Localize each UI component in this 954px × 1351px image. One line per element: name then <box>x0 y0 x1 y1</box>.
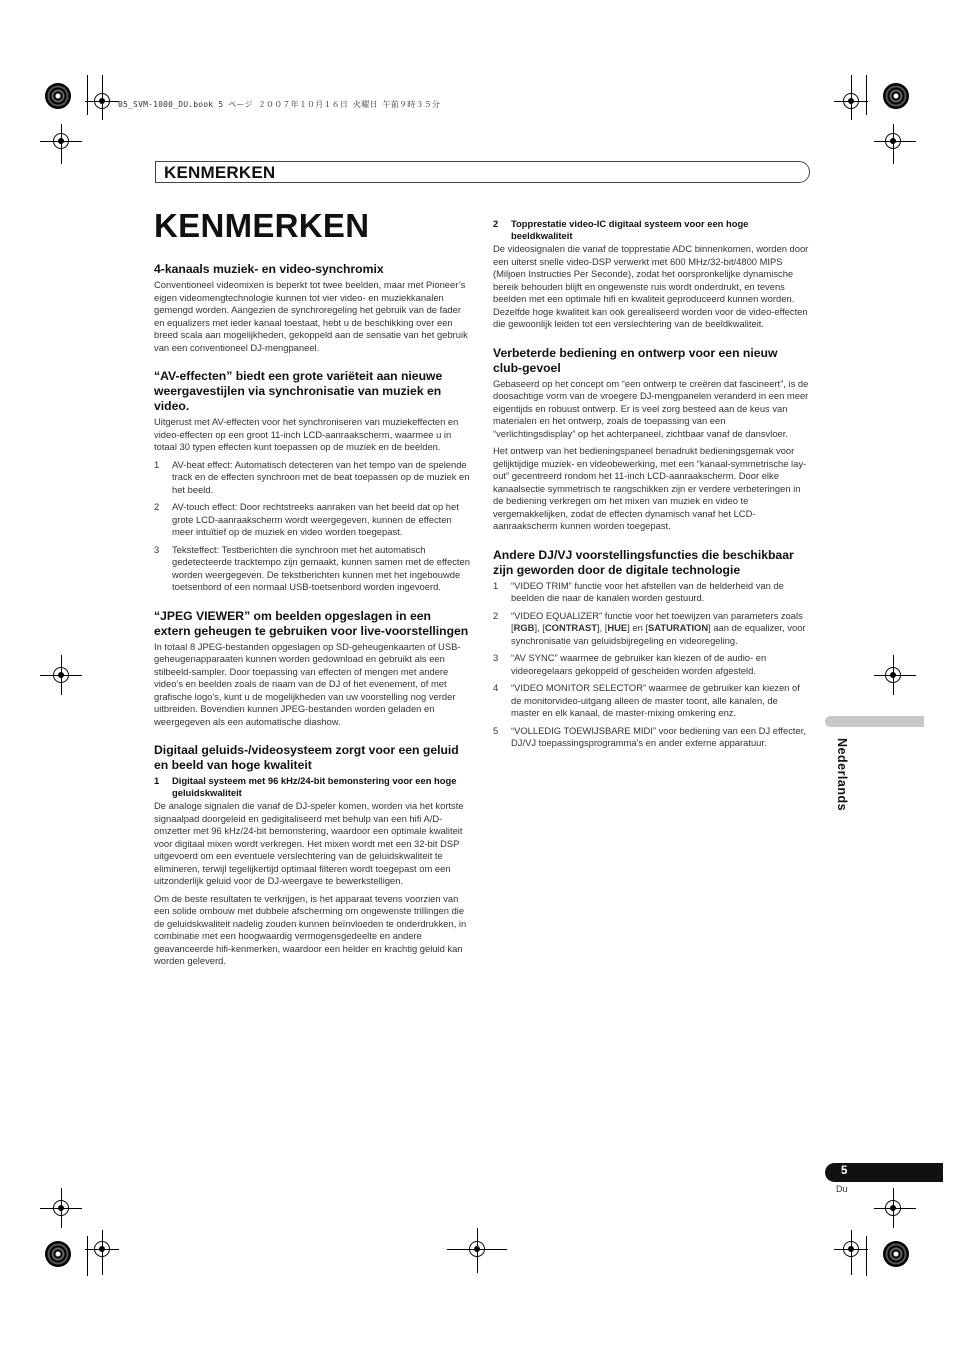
section-heading: Andere DJ/VJ voorstellingsfuncties die beschikbaar zijn geworden door de digitale technologie <box>493 547 794 577</box>
section-heading: 4-kanaals muziek- en video-synchromix <box>154 262 384 276</box>
list-item-text: “VIDEO MONITOR SELECTOR” waarmee de gebruiker kan kiezen of de monitorvideo-uitgang alleen de master toont, alle kanalen, de master en elk kanaal, de master-mixing omkering enz. <box>511 682 800 718</box>
list-item <box>493 580 809 605</box>
list-item-number: 1 <box>493 579 499 591</box>
sub-heading <box>493 218 809 242</box>
list-item-text: “VOLLEDIG TOEWIJSBARE MIDI” voor bediening van een DJ effecter, DJ/VJ toepassingsprogramma's en ander externe apparatuur. <box>511 724 806 748</box>
sub-heading-number: 2 <box>493 218 499 229</box>
list-item <box>154 501 470 539</box>
paragraph: Om de beste resultaten te verkrijgen, is het apparaat tevens voorzien van een solide ombouw met dubbele afscherming om ongewenste trillingen die de geluidskwaliteit nadelig zouden kunnen beïnvloeden te onderdrukken, in combinatie met een hoogwaardig vermogensgedeelte en andere geavanceerde hifi-kenmerken, waardoor een helder en krachtig geluid kan worden geleverd. <box>154 892 467 966</box>
registration-disc-icon <box>45 83 71 109</box>
sub-heading <box>154 775 470 799</box>
paragraph: Conventioneel videomixen is beperkt tot twee beelden, maar met Pioneer’s eigen videomengtechnologie kunnen tot vier video- en muziekkanalen gemengd worden. Aangezien de synchroregeling het gebruik van de fader en equalizers met ieder kanaal toestaat, hebt u de beschikking over een breed scala aan mogelijkheden, gekoppeld aan de sensatie van het gebruik van een conventioneel DJ-mengpaneel. <box>154 279 468 353</box>
list-item-number: 5 <box>493 724 499 736</box>
list-item-number: 3 <box>154 543 160 555</box>
paragraph: Het ontwerp van het bedieningspaneel benadrukt bedieningsgemak voor gelijktijdige muziek- en videobewerking, met een “kanaal-symmetrische lay-out” gecentreerd rondom het 11-inch LCD-aanraakscherm. Door elke kanaalsectie symmetrisch te rangschikken zijn er verdere verbeteringen in de bediening verkregen om het mixen van muziek en video te vergemakkelijken, zodat de effecten dynamisch vanaf het LCD-aanraakscherm kunnen worden toegepast. <box>493 445 807 531</box>
list-item-number: 1 <box>154 458 160 470</box>
paragraph: De analoge signalen die vanaf de DJ-speler komen, worden via het kortste signaalpad doorgeleid en gedigitaliseerd met behulp van een hifi A/D-omzetter met 96 kHz/24-bit bemonstering, waardoor een optimale kwaliteit voor digitaal mixen wordt verkregen. Het mixen wordt met een 32-bit DSP uitgevoerd om een eventuele verslechtering van de geluidskwaliteit te elimineren, terwijl tegelijkertijd optimaal filteren wordt toegepast om een uitzonderlijk geluid voor de DJ-weergave te bewerkstelligen. <box>154 800 464 886</box>
list-item-text: AV-beat effect: Automatisch detecteren van het tempo van de spelende track en de effecten synchroon met de beat toepassen op de muziek en het beeld. <box>172 458 470 495</box>
sub-heading-text: Topprestatie video-IC digitaal systeem voor een hoge beeldkwaliteit <box>511 218 749 241</box>
registration-disc-icon <box>883 83 909 109</box>
paragraph: Gebaseerd op het concept om “een ontwerp te creëren dat fascineert”, is de doosachtige vorm van de vroegere DJ-mengpanelen veranderd in een meer eigentijds en robuust ontwerp. Er is veel zorg besteed aan de keus van materialen en het ontwerp, zoals de toepassing van een “verlichtingsdisplay” op het achterpaneel, zichtbaar vanaf de dansvloer. <box>493 377 809 439</box>
paragraph: De videosignalen die vanaf de topprestatie ADC binnenkomen, worden door een uiterst snelle video-DSP verwerkt met 600 MHz/32-bit/4800 MIPS (Miljoen Instructies Per Seconde), zodat het oorspronkelijke dynamische bereik behouden blijft en ongewenste ruis wordt onderdrukt, en tevens beelden met een optimale hifi en kwaliteit geproduceerd kunnen worden. Dezelfde hoge kwaliteit kan ook gerealiseerd worden voor de video-effecten die gewoonlijk leiden tot een verslechtering van de beeldkwaliteit. <box>493 243 809 329</box>
section-heading: Digitaal geluids-/videosysteem zorgt voor een geluid en beeld van hoge kwaliteit <box>154 743 459 772</box>
language-tab <box>825 716 924 727</box>
param-hue: HUE <box>607 622 628 633</box>
left-column <box>154 262 470 973</box>
section-heading: Verbeterde bediening en ontwerp voor een nieuw club-gevoel <box>493 345 778 375</box>
list-item-text: Teksteffect: Testberichten die synchroon met het automatisch gedetecteerde tracktempo zijn gemaakt, kunnen samen met de effecten worden weergegeven. De tekstberichten kunnen met het ingebouwde toetsenbord of een normaal USB-toetsenbord worden ingevoerd. <box>172 543 470 592</box>
section-header-label: KENMERKEN <box>164 163 276 182</box>
page-number: 5 <box>841 1165 848 1177</box>
paragraph: Uitgerust met AV-effecten voor het synchroniseren van muziekeffecten en video-effecten op een groot 11-inch LCD-aanraakscherm, waarmee u in totaal 30 typen effecten kunt toepassen op de muziek en de beelden. <box>154 416 459 452</box>
sub-heading-text: Digitaal systeem met 96 kHz/24-bit bemonstering voor een hoge geluidskwaliteit <box>172 775 457 798</box>
list-item-number: 2 <box>154 501 160 512</box>
list-item <box>493 610 809 648</box>
paragraph: In totaal 8 JPEG-bestanden opgeslagen op SD-geheugenkaarten of USB-geheugenapparaaten kunnen worden gedownload en gebruikt als een stilbeeld-sampler. Door toepassing van effecten of mengen met andere video's en beelden zoals de naam van de DJ of het evenement, of met grafische logo's, kunt u de mogelijkheden van uw voorstelling nog verder uitbreiden. Bovendien kunnen JPEG-bestanden worden geladen en weergegeven als een automatische diashow. <box>154 640 461 727</box>
list-item <box>493 725 809 750</box>
list-item-number: 3 <box>493 652 499 663</box>
list-item <box>493 652 809 677</box>
list-item-text: “VIDEO TRIM” functie voor het afstellen van de helderheid van de beelden die naar de kanalen worden gestuurd. <box>511 579 784 603</box>
section-heading: “JPEG VIEWER” om beelden opgeslagen in een extern geheugen te gebruiken voor live-voorstellingen <box>154 608 469 638</box>
page-number-badge <box>825 1163 943 1182</box>
list-item <box>493 682 809 720</box>
param-rgb: RGB <box>513 622 535 633</box>
list-item <box>154 544 470 594</box>
param-contrast: CONTRAST <box>544 622 597 633</box>
sub-heading-number: 1 <box>154 775 160 786</box>
list-item-number: 4 <box>493 682 499 693</box>
language-tab-label: Nederlands <box>835 738 849 812</box>
registration-disc-icon <box>883 1241 909 1267</box>
list-item <box>154 459 470 497</box>
list-item-text: “VIDEO EQUALIZER” functie voor het toewijzen van parameters zoals [RGB], [CONTRAST], [HUE] en [SATURATION] aan de equalizer, voor synchronisatie van geluidsbijregeling en videoregeling. <box>511 609 806 646</box>
list-item-text: “AV SYNC” waarmee de gebruiker kan kiezen of de audio- en videoregelaars gekoppeld of gescheiden worden afgesteld. <box>511 652 767 676</box>
right-column <box>493 218 809 755</box>
section-header <box>155 161 810 183</box>
list-item-number: 2 <box>493 609 499 621</box>
page-title: KENMERKEN <box>154 207 370 244</box>
print-slug: 05_SVM-1000_DU.book 5 ページ ２００７年１０月１６日 火曜日 午前９時３５分 <box>118 100 441 109</box>
registration-disc-icon <box>45 1241 71 1267</box>
section-heading: “AV-effecten” biedt een grote variëteit aan nieuwe weergavestijlen via synchronisatie van muziek en video. <box>154 369 443 413</box>
page-language-code: Du <box>836 1184 848 1194</box>
list-item-text: AV-touch effect: Door rechtstreeks aanraken van het beeld dat op het grote LCD-aanraakscherm wordt weergegeven, kunnen de effecten meer intuïtief op de muziek en video worden toegepast. <box>172 501 459 537</box>
param-saturation: SATURATION <box>648 622 709 633</box>
